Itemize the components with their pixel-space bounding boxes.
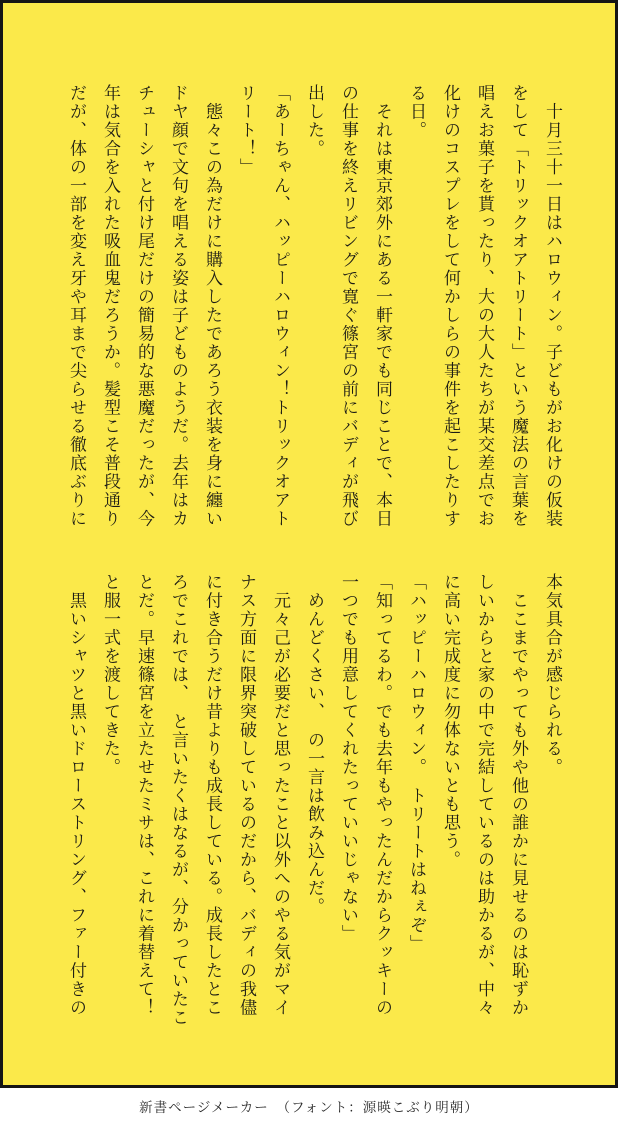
text-column: 出した。 [304, 84, 324, 158]
text-column: をして「トリックオアトリート」という魔法の言葉を [508, 84, 528, 528]
text-column: の仕事を終えリビングで寛ぐ篠宮の前にバディが飛び [338, 84, 358, 528]
text-column: しいからと家の中で完結しているのは助かるが、中々 [474, 573, 494, 1017]
text-column: リート！」 [236, 84, 256, 177]
text-column: 態々この為だけに購入したであろう衣装を身に纏い [202, 84, 222, 528]
text-column: と服一式を渡してきた。 [100, 573, 120, 777]
text-column: 一つでも用意してくれたっていいじゃない」 [338, 573, 358, 943]
text-column: だが、体の一部を変え牙や耳まで尖らせる徹底ぶりに [66, 84, 86, 528]
text-column: ドヤ顔で文句を唱える姿は子どものようだ。去年はカ [168, 84, 188, 528]
text-column: ろでこれでは、 と言いたくはなるが、分かっていたこ [168, 573, 188, 1027]
text-column: 唱えお菓子を貰ったり、大の大人たちが某交差点でお [474, 84, 494, 528]
text-column: 「あーちゃん、ハッピーハロウィン！トリックオアト [270, 84, 290, 528]
text-column: チューシャと付け尾だけの簡易的な悪魔だったが、今 [134, 84, 154, 528]
text-column: 黒いシャツと黒いドローストリング、ファー付きの [66, 573, 86, 1017]
text-column: 十月三十一日はハロウィン。子どもがお化けの仮装 [542, 84, 562, 528]
text-column: に付き合うだけ昔よりも成長している。成長したとこ [202, 573, 222, 1017]
text-column: とだ。早速篠宮を立たせたミサは、これに着替えて！ [134, 573, 154, 1017]
text-column: 元々己が必要だと思ったこと以外へのやる気がマイ [270, 573, 290, 1017]
text-column: に高い完成度に勿体ないとも思う。 [440, 573, 460, 869]
text-column: めんどくさい、 の一言は飲み込んだ。 [304, 573, 324, 916]
text-block-bottom [59, 573, 569, 1033]
text-column: ここまでやっても外や他の誰かに見せるのは恥ずか [508, 573, 528, 1017]
text-block-top [59, 84, 569, 544]
text-column: それは東京郊外にある一軒家でも同じことで、本日 [372, 84, 392, 528]
text-column: 「知ってるわ。でも去年もやったんだからクッキーの [372, 573, 392, 1017]
text-column: 本気具合が感じられる。 [542, 573, 562, 777]
footer-caption: 新書ページメーカー （フォント：源暎こぶり明朝） [139, 1100, 479, 1116]
text-column: 化けのコスプレをして何かしらの事件を起こしたりす [440, 84, 460, 528]
text-column: ナス方面に限界突破しているのだから、バディの我儘 [236, 573, 256, 1017]
text-column: 「ハッピーハロウィン。 トリートはねぇぞ」 [406, 573, 426, 953]
text-column: る日。 [406, 84, 426, 140]
text-column: 年は気合を入れた吸血鬼だろうか。髪型こそ普段通り [100, 84, 120, 528]
